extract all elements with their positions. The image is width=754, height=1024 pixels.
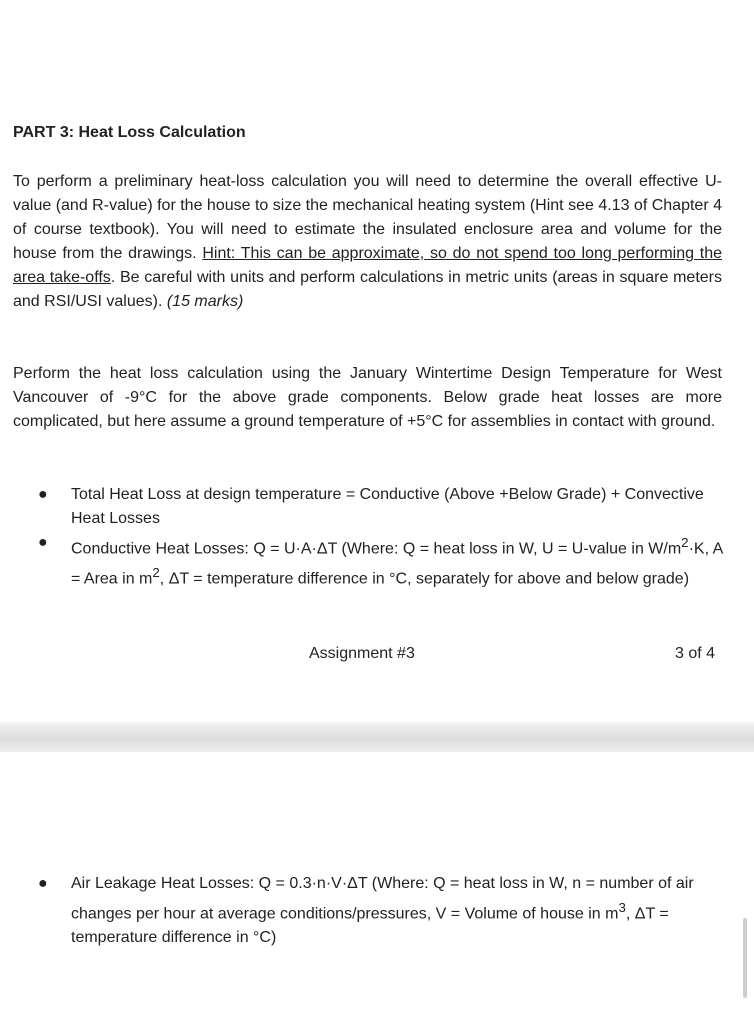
page-separator <box>0 722 754 752</box>
air-leakage-text-2: , ΔT = temperature difference in °C) <box>71 905 669 947</box>
scrollbar[interactable] <box>743 918 747 998</box>
intro-text-continued: . Be careful with units and perform calculations in metric units (areas in square meters and RSI/USI values). <box>13 269 722 310</box>
formula-list <box>0 483 754 592</box>
footer-title: Assignment #3 <box>309 645 415 662</box>
list-item <box>0 483 754 531</box>
design-temperature-paragraph: Perform the heat loss calculation using the January Wintertime Design Temperature for West Vancouver of -9°C for the above grade components. Below grade heat losses are more complicated, but here assume a ground temperature of +5°C for assemblies in contact with ground. <box>13 365 722 430</box>
superscript: 2 <box>681 535 689 550</box>
bullet-icon: ● <box>38 875 48 892</box>
list-item <box>0 872 754 950</box>
bullet-icon: ● <box>38 486 48 503</box>
hint-text: Hint: This can be approximate, so do not spend too long performing the area take-offs <box>13 245 723 286</box>
air-leakage-text: Air Leakage Heat Losses: Q = 0.3·n·V·ΔT (Where: Q = heat loss in W, n = number of air changes per hour at average conditions/pressures, V = Volume of house in m <box>71 875 694 923</box>
air-leakage-list <box>0 872 754 950</box>
superscript: 3 <box>618 900 626 915</box>
list-item <box>0 531 754 592</box>
page-number: 3 of 4 <box>675 645 716 662</box>
marks-label: (15 marks) <box>166 293 244 310</box>
bullet-icon: ● <box>38 534 48 551</box>
conductive-text-2: ·K, A = Area in m <box>71 540 723 588</box>
section-heading: PART 3: Heat Loss Calculation <box>13 124 246 141</box>
conductive-text-3: , ΔT = temperature difference in °C, separately for above and below grade) <box>159 570 690 588</box>
intro-paragraph <box>13 170 722 314</box>
total-heat-loss-text: Total Heat Loss at design temperature = Conductive (Above +Below Grade) + Convective Heat Losses <box>71 486 704 527</box>
intro-text: To perform a preliminary heat-loss calculation you will need to determine the overall effective U-value (and R-value) for the house to size the mechanical heating system (Hint see 4.13 of Chapter 4 of course textbook). You will need to estimate the insulated enclosure area and volume for the house from the drawings. <box>13 173 722 262</box>
superscript: 2 <box>152 565 160 581</box>
conductive-text: Conductive Heat Losses: Q = U·A·ΔT (Where: Q = heat loss in W, U = U-value in W/m <box>71 540 682 558</box>
